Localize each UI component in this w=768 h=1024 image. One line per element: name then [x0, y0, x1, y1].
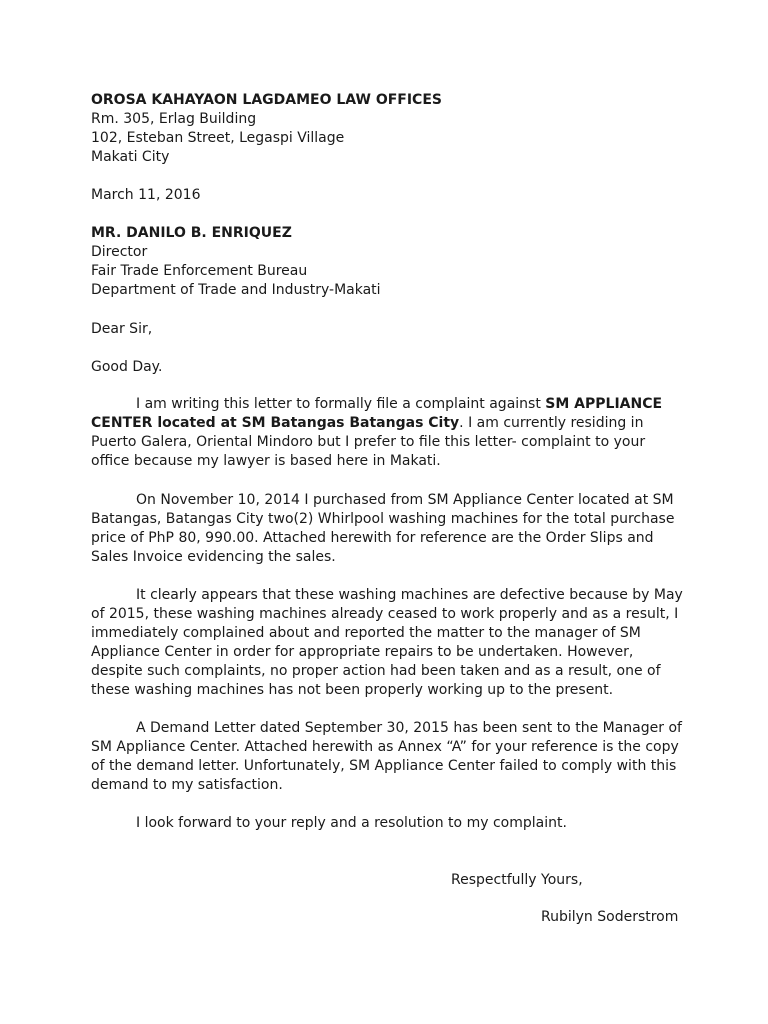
paragraph-1-line-1: I am writing this letter to formally file a complaint against SM APPLIANCE: [136, 396, 663, 412]
paragraph-3-line-5: despite such complaints, no proper action had been taken and as a result, one of: [91, 663, 661, 679]
sender-address-line-2: 102, Esteban Street, Legaspi Village: [91, 130, 345, 146]
salutation: Dear Sir,: [91, 321, 153, 337]
paragraph-3-line-4: Appliance Center in order for appropriate repairs to be undertaken. However,: [91, 644, 634, 660]
paragraph-3-line-6: these washing machines has not been properly working up to the present.: [91, 682, 614, 698]
signature-name: Rubilyn Soderstrom: [541, 909, 679, 925]
greeting: Good Day.: [91, 359, 163, 375]
sender-firm: OROSA KAHAYAON LAGDAMEO LAW OFFICES: [91, 92, 442, 108]
recipient-name: MR. DANILO B. ENRIQUEZ: [91, 225, 292, 241]
paragraph-1-line-3: Puerto Galera, Oriental Mindoro but I prefer to file this letter- complaint to your: [91, 434, 646, 450]
paragraph-2-line-4: Sales Invoice evidencing the sales.: [91, 549, 336, 565]
sender-address-line-1: Rm. 305, Erlag Building: [91, 111, 257, 127]
paragraph-3-line-3: immediately complained about and reported the matter to the manager of SM: [91, 625, 641, 641]
paragraph-4-line-1: A Demand Letter dated September 30, 2015 has been sent to the Manager of: [136, 720, 682, 736]
paragraph-1-line-2: CENTER located at SM Batangas Batangas City. I am currently residing in: [91, 415, 644, 431]
paragraph-4-line-3: of the demand letter. Unfortunately, SM Appliance Center failed to comply with this: [91, 758, 677, 774]
letter-date: March 11, 2016: [91, 187, 201, 203]
paragraph-2-line-1: On November 10, 2014 I purchased from SM Appliance Center located at SM: [136, 492, 674, 508]
paragraph-2-line-2: Batangas, Batangas City two(2) Whirlpool washing machines for the total purchase: [91, 511, 675, 527]
paragraph-1-line-4: office because my lawyer is based here in Makati.: [91, 453, 441, 469]
sender-city: Makati City: [91, 149, 170, 165]
paragraph-3-line-2: of 2015, these washing machines already ceased to work properly and as a result, I: [91, 606, 679, 622]
closing: Respectfully Yours,: [451, 872, 583, 888]
paragraph-3-line-1: It clearly appears that these washing machines are defective because by May: [136, 587, 683, 603]
paragraph-4-line-2: SM Appliance Center. Attached herewith as Annex “A” for your reference is the copy: [91, 739, 679, 755]
recipient-title: Director: [91, 244, 148, 260]
recipient-department: Department of Trade and Industry-Makati: [91, 282, 381, 298]
paragraph-4-line-4: demand to my satisfaction.: [91, 777, 283, 793]
paragraph-2-line-3: price of PhP 80, 990.00. Attached herewith for reference are the Order Slips and: [91, 530, 654, 546]
paragraph-5-line-1: I look forward to your reply and a resolution to my complaint.: [136, 815, 567, 831]
recipient-bureau: Fair Trade Enforcement Bureau: [91, 263, 308, 279]
